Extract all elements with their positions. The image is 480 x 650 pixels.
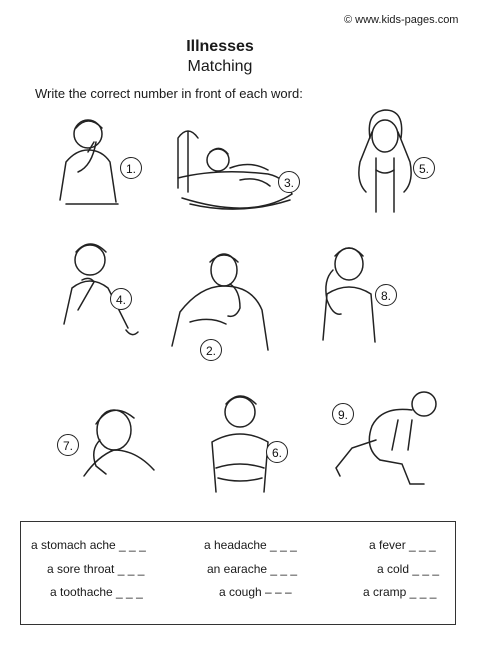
answer-cough: a cough – – – — [219, 585, 292, 599]
figure-number-badge: 8. — [375, 284, 397, 306]
figure-number-badge: 3. — [278, 171, 300, 193]
figure-boy-nose — [48, 112, 128, 212]
figure-man-toothache — [70, 400, 160, 480]
copyright-text: © www.kids-pages.com — [344, 14, 459, 26]
worksheet-subtitle: Matching — [187, 58, 253, 75]
figure-number-badge: 2. — [200, 339, 222, 361]
figure-number-badge: 1. — [120, 157, 142, 179]
answer-earache: an earache _ _ _ — [207, 562, 298, 576]
figure-child-in-bed — [170, 118, 300, 218]
answer-stomach-ache: a stomach ache _ _ _ — [31, 538, 146, 552]
figure-number-badge: 7. — [57, 434, 79, 456]
figure-boy-stomach-ache — [200, 388, 280, 498]
answer-fever: a fever _ _ _ — [369, 538, 436, 552]
answer-cramp: a cramp _ _ _ — [363, 585, 437, 599]
answer-cold: a cold _ _ _ — [377, 562, 440, 576]
worksheet-title: Illnesses — [186, 38, 254, 55]
answer-box — [20, 521, 456, 625]
figure-woman-headache — [350, 108, 420, 218]
answer-headache: a headache _ _ _ — [204, 538, 297, 552]
figure-man-cramp — [328, 380, 448, 490]
instructions-text: Write the correct number in front of each word: — [35, 86, 303, 101]
figure-number-badge: 4. — [110, 288, 132, 310]
answer-toothache: a toothache _ _ _ — [50, 585, 143, 599]
answer-sore-throat: a sore throat _ _ _ — [47, 562, 145, 576]
figure-number-badge: 5. — [413, 157, 435, 179]
figure-number-badge: 6. — [266, 441, 288, 463]
figure-number-badge: 9. — [332, 403, 354, 425]
